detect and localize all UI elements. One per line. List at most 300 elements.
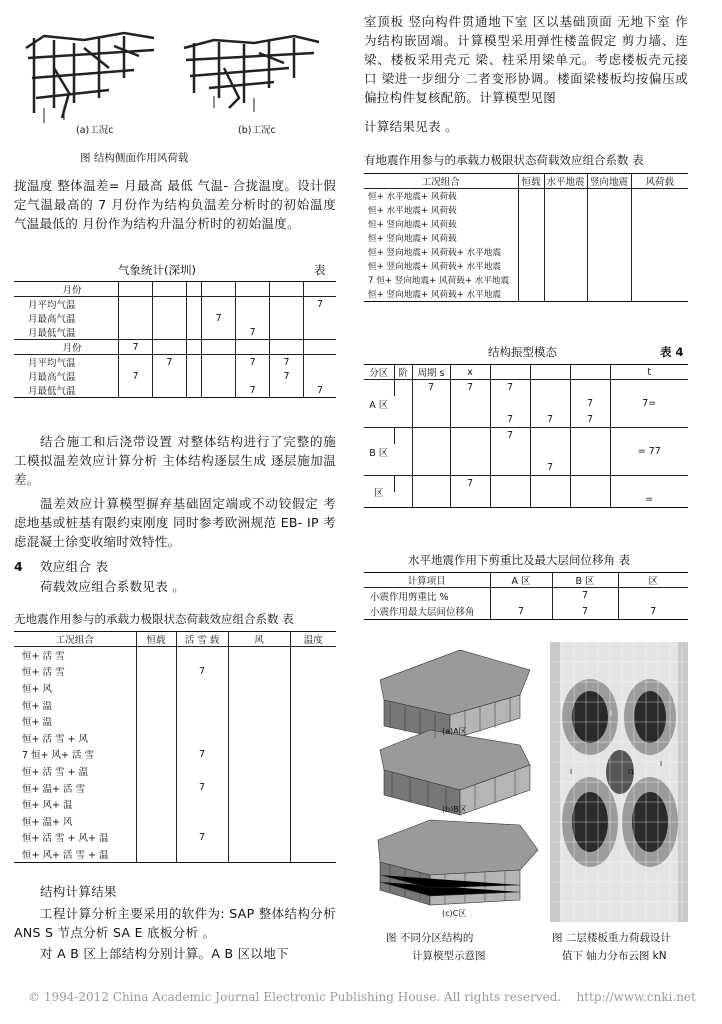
table-cell: 7 (236, 325, 270, 340)
table-cell (290, 779, 336, 796)
table-cell (412, 492, 450, 508)
column-header: 恒载 (136, 632, 176, 647)
row-label: 恒+ 活 雪 + 风+ 温 (22, 833, 109, 845)
row-label: 月最高气温 (28, 314, 76, 325)
table-cell (570, 492, 610, 508)
figure-label-a: (a)工况c (76, 125, 114, 136)
table-cell (236, 297, 270, 312)
table-cell: 7 (530, 412, 570, 428)
table-cell (270, 325, 304, 340)
table-cell (587, 231, 631, 245)
table-cell (394, 380, 412, 396)
table-cell: = 77 (610, 444, 688, 460)
table-cell (394, 396, 412, 412)
row-label: 月份 (62, 343, 82, 354)
wind-load-figure (14, 8, 334, 138)
table-cell (202, 282, 236, 297)
seismic-combo-row (364, 203, 688, 217)
table-cell (186, 369, 201, 383)
table-cell (290, 647, 336, 664)
table-cell (119, 383, 153, 398)
table-cell: 7= (610, 396, 688, 412)
row-label: 恒+ 竖向地震+ 风荷载 (368, 220, 457, 230)
table-cell: 7 (202, 311, 236, 325)
table-cell (136, 763, 176, 780)
table-cell (202, 383, 236, 398)
column-header: 周期 s (412, 365, 450, 380)
weather-row (14, 311, 336, 325)
row-label: 月最低气温 (28, 386, 76, 397)
section-5-title: 结构计算结果 (40, 884, 117, 899)
table-cell (228, 729, 290, 746)
mode-row (364, 380, 688, 396)
wind-load-drawing (14, 8, 334, 138)
table-cell (570, 444, 610, 460)
table-cell (304, 311, 336, 325)
modes-table-number: 表 4 (660, 345, 684, 359)
table-cell (176, 680, 228, 697)
table-cell (610, 460, 688, 476)
combo-row (14, 779, 336, 796)
row-label: 恒+ 风+ 活 雪 + 温 (22, 849, 109, 861)
table-cell (544, 203, 587, 217)
table-cell (412, 476, 450, 492)
weather-table-number: 表 (314, 263, 326, 277)
caption-zone-models-1: 图 不同分区结构的 (386, 932, 474, 944)
table-cell (412, 396, 450, 412)
column-header (570, 365, 610, 380)
row-label: 恒+ 温+ 风 (22, 816, 73, 828)
table-cell (290, 746, 336, 763)
table-cell (136, 779, 176, 796)
column-header: 阶 (394, 365, 412, 380)
table-cell (544, 273, 587, 287)
table-cell (136, 713, 176, 730)
table-cell: 7 (176, 746, 228, 763)
row-label: 月平均气温 (28, 300, 76, 311)
row-label: 恒+ 风 (22, 683, 52, 695)
table-cell (518, 203, 544, 217)
row-label: 恒+ 竖向地震+ 风荷载 (368, 234, 457, 244)
zone-models-figure (370, 640, 542, 922)
table-cell (228, 713, 290, 730)
table-cell (228, 829, 290, 846)
mode-row (364, 412, 688, 428)
table-cell (228, 746, 290, 763)
table-cell (186, 297, 201, 312)
seismic-combo-row (364, 189, 688, 204)
table-cell: 7 (490, 380, 530, 396)
table-cell (394, 412, 412, 428)
combo-row (14, 846, 336, 863)
table-cell (186, 340, 201, 355)
table-cell (490, 396, 530, 412)
table-cell (136, 746, 176, 763)
column-header (490, 365, 530, 380)
section-4-title: 效应组合 表 (40, 559, 109, 574)
column-header: t (610, 365, 688, 380)
table-cell (186, 355, 201, 370)
contour-label-2: I (660, 760, 663, 768)
table-cell (394, 492, 412, 508)
table-cell (518, 259, 544, 273)
table-cell (490, 492, 530, 508)
row-label: 恒+ 水平地震+ 风荷载 (368, 192, 457, 202)
table-cell (119, 355, 153, 370)
column-header: 水平地震 (544, 174, 587, 189)
mode-row (364, 428, 688, 444)
combo-row (14, 763, 336, 780)
table-cell (304, 355, 336, 370)
mode-row (364, 492, 688, 508)
column-header: A 区 (490, 573, 552, 588)
table-cell (119, 325, 153, 340)
figure-label-b: (b)工况c (238, 125, 276, 136)
mode-row (364, 476, 688, 492)
table-cell: = (610, 492, 688, 508)
table-cell (228, 796, 290, 813)
table-cell (176, 729, 228, 746)
copyright-footer: © 1994-2012 China Academic Journal Electronic Publishing House. All rights reserved. http://www.cnki.net (28, 990, 696, 1004)
table-cell (450, 428, 490, 444)
seismic-combo-row (364, 231, 688, 245)
column-header: x (450, 365, 490, 380)
table-cell: 7 (530, 460, 570, 476)
table-cell (119, 282, 153, 297)
row-label: 恒+ 竖向地震+ 风荷载+ 水平地震 (368, 248, 501, 258)
mode-row (364, 396, 688, 412)
table-cell (544, 231, 587, 245)
table-cell (304, 340, 336, 355)
table-cell (490, 476, 530, 492)
table-cell (450, 492, 490, 508)
table-cell (290, 729, 336, 746)
table-cell (136, 812, 176, 829)
zone-label-c: (c)C区 (442, 909, 467, 918)
caption-contour-1: 图 二层楼板重力荷载设计 (552, 932, 671, 944)
table-cell (530, 428, 570, 444)
table-cell: 7 (570, 412, 610, 428)
table-cell (136, 846, 176, 863)
table-cell (412, 428, 450, 444)
column-header (530, 365, 570, 380)
combo-row (14, 746, 336, 763)
table-cell (228, 763, 290, 780)
column-header: 风荷载 (631, 174, 688, 189)
table-cell (136, 829, 176, 846)
table-cell (631, 217, 688, 231)
section-4-body: 荷载效应组合系数见表 。 (40, 579, 186, 594)
table-cell (587, 217, 631, 231)
table-cell (631, 259, 688, 273)
seismic-combo-row (364, 259, 688, 273)
table-cell (587, 273, 631, 287)
table-cell (176, 696, 228, 713)
seismic-combo-row (364, 287, 688, 302)
table-cell (610, 476, 688, 492)
table-cell (228, 846, 290, 863)
table-cell (450, 412, 490, 428)
column-header: 风 (228, 632, 290, 647)
column-header: 竖向地震 (587, 174, 631, 189)
table-cell (544, 245, 587, 259)
table-cell (450, 460, 490, 476)
combo-row (14, 729, 336, 746)
table-cell (152, 311, 186, 325)
table-cell: 7 (450, 380, 490, 396)
row-label: 月平均气温 (28, 358, 76, 369)
table-cell (290, 829, 336, 846)
table-cell: 7 (570, 396, 610, 412)
table-cell: 7 (270, 355, 304, 370)
table-cell (236, 282, 270, 297)
seismic-combo-row (364, 217, 688, 231)
row-label: 7 恒+ 竖向地震+ 风荷载+ 水平地震 (368, 276, 510, 286)
combo-row (14, 696, 336, 713)
table-cell (228, 812, 290, 829)
combo-row (14, 796, 336, 813)
table-cell (518, 231, 544, 245)
weather-row (14, 282, 336, 297)
table-cell: 7 (304, 383, 336, 398)
table-cell (631, 203, 688, 217)
table-cell (119, 297, 153, 312)
weather-row (14, 355, 336, 370)
table-cell (270, 383, 304, 398)
table-cell (518, 273, 544, 287)
table-cell (587, 189, 631, 204)
table-cell (530, 380, 570, 396)
table-cell: 7 (270, 369, 304, 383)
table-cell (394, 428, 412, 444)
weather-table (14, 281, 336, 398)
table-cell (186, 311, 201, 325)
table-cell (136, 663, 176, 680)
row-label: 恒+ 水平地震+ 风荷载 (368, 206, 457, 216)
row-label: 月份 (62, 285, 82, 296)
column-header: 工况组合 (55, 635, 94, 646)
weather-table-title: 气象统计(深圳) (118, 263, 196, 277)
table-cell (228, 696, 290, 713)
table-cell: 7 (490, 412, 530, 428)
row-label: 恒+ 活 雪 + 温 (22, 766, 88, 778)
axial-force-contour-figure (550, 642, 688, 922)
table-cell (518, 189, 544, 204)
table-cell (587, 259, 631, 273)
table-cell (490, 444, 530, 460)
table-cell (530, 476, 570, 492)
table-cell (228, 663, 290, 680)
combo-row (14, 812, 336, 829)
nonseismic-table (14, 631, 336, 863)
table-cell (290, 713, 336, 730)
table-cell (176, 796, 228, 813)
row-label: 月最高气温 (28, 372, 76, 383)
paragraph-construction: 结合施工和后浇带设置 对整体结构进行了完整的施工模拟温差效应计算分析 主体结构逐层生成 逐层施加温差。 (14, 434, 336, 487)
table-cell (136, 680, 176, 697)
table-cell (290, 796, 336, 813)
table-cell (152, 325, 186, 340)
table-cell (631, 273, 688, 287)
table-cell (228, 647, 290, 664)
table-cell (119, 311, 153, 325)
table-cell (530, 396, 570, 412)
table-cell (518, 217, 544, 231)
zone-models-drawing (370, 640, 542, 922)
zone-label: B 区 (369, 447, 389, 459)
mode-row (364, 444, 688, 460)
table-cell (570, 428, 610, 444)
row-label: 恒+ 竖向地震+ 风荷载+ 水平地震 (368, 262, 501, 272)
table-cell (631, 287, 688, 302)
table-cell (631, 245, 688, 259)
table-cell (202, 369, 236, 383)
row-label: 恒+ 活 雪 (22, 667, 65, 679)
table-cell: 7 (450, 476, 490, 492)
table-cell (202, 325, 236, 340)
table-cell: 7 (552, 588, 618, 604)
seismic-combo-row (364, 273, 688, 287)
row-label: 恒+ 风+ 温 (22, 800, 73, 812)
table-cell: 7 (618, 604, 688, 620)
caption-contour-2: 值下 轴力分布云图 kN (562, 950, 667, 962)
table-cell (304, 325, 336, 340)
table-cell (152, 340, 186, 355)
table-cell (176, 763, 228, 780)
table-cell (290, 763, 336, 780)
table-cell (270, 340, 304, 355)
table-cell (570, 476, 610, 492)
table-cell (270, 311, 304, 325)
table-cell (631, 231, 688, 245)
table-cell (136, 729, 176, 746)
seismic-table (364, 173, 688, 302)
combo-row (14, 647, 336, 664)
weather-row (14, 340, 336, 355)
table-cell (186, 325, 201, 340)
figure-caption-wind: 图 结构侧面作用风荷载 (80, 152, 189, 164)
table-cell: 7 (304, 297, 336, 312)
row-label: 7 恒+ 风+ 活 雪 (22, 750, 95, 762)
nonseismic-table-title: 无地震作用参与的承载力极限状态荷载效应组合系数 表 (14, 612, 294, 626)
table-cell (530, 444, 570, 460)
table-cell (202, 355, 236, 370)
table-cell (587, 287, 631, 302)
zone-label-a: (a)A区 (442, 727, 467, 736)
table-cell (290, 680, 336, 697)
table-cell (610, 412, 688, 428)
table-cell (228, 680, 290, 697)
table-cell: 7 (176, 829, 228, 846)
table-cell (176, 812, 228, 829)
table-cell (290, 846, 336, 863)
table-cell (152, 383, 186, 398)
table-cell (570, 380, 610, 396)
table-cell (544, 259, 587, 273)
combo-row (14, 829, 336, 846)
paragraph-temperature: 拢温度 整体温差= 月最高 最低 气温- 合拢温度。设计假定气温最高的 7 月份作为结构负温差分析时的初始温度 气温最低的 月份作为结构升温分析时的初始温度。 (14, 178, 336, 231)
table-cell (236, 311, 270, 325)
shear-table (364, 572, 688, 620)
table-cell (186, 282, 201, 297)
table-cell (544, 189, 587, 204)
table-cell (412, 444, 450, 460)
table-cell: 7 (412, 380, 450, 396)
row-label: 小震作用剪重比 % (370, 591, 449, 603)
table-cell (270, 282, 304, 297)
table-cell (587, 203, 631, 217)
table-cell (290, 812, 336, 829)
table-cell (136, 647, 176, 664)
shear-row (364, 588, 688, 604)
table-cell (290, 696, 336, 713)
paragraph-model: 温差效应计算模型摒弃基础固定端或不动铰假定 考虑地基或桩基有限约束刚度 同时参考欧洲规范 EB- IP 考虑混凝土徐变收缩时效特性。 (14, 496, 336, 549)
table-cell (176, 846, 228, 863)
table-cell: 7 (490, 604, 552, 620)
table-cell (228, 779, 290, 796)
table-cell (176, 713, 228, 730)
row-label: 恒+ 温 (22, 700, 52, 712)
table-cell (544, 287, 587, 302)
seismic-combo-row (364, 245, 688, 259)
table-cell (152, 282, 186, 297)
seismic-table-title: 有地震作用参与的承载力极限状态荷载效应组合系数 表 (364, 153, 644, 167)
section-4-number: 4 (14, 559, 23, 574)
table-cell (490, 588, 552, 604)
modes-table (364, 364, 688, 508)
row-label: 小震作用最大层间位移角 (370, 607, 475, 619)
paragraph-software: 工程计算分析主要采用的软件为: SAP 整体结构分析 ANS S 节点分析 SA E 底板分析 。 (14, 906, 336, 940)
table-cell (186, 383, 201, 398)
table-cell (570, 460, 610, 476)
shear-row (364, 604, 688, 620)
paragraph-embedding: 室顶板 竖向构件贯通地下室 区以基础顶面 无地下室 作为结构嵌固端。计算模型采用弹性楼盖假定 剪力墙、连梁、楼板采用壳元 梁、柱采用梁单元。考虑楼板壳元接口 梁进一步细分 二者变形协调。楼面梁楼板均按偏压或偏拉构件复核配筋。计算模型见图 (364, 14, 688, 105)
weather-row (14, 297, 336, 312)
shear-table-title: 水平地震作用下剪重比及最大层间位移角 表 (408, 553, 631, 567)
table-cell (530, 492, 570, 508)
contour-label-4: I (570, 768, 573, 776)
table-cell: 7 (176, 779, 228, 796)
table-cell (587, 245, 631, 259)
table-cell (610, 380, 688, 396)
contour-drawing (550, 642, 688, 922)
table-cell (450, 444, 490, 460)
combo-row (14, 663, 336, 680)
table-cell (490, 460, 530, 476)
contour-label-3: I1 (628, 768, 635, 776)
table-cell (236, 340, 270, 355)
table-cell (304, 369, 336, 383)
contour-label-1: I (610, 710, 613, 718)
column-header: 工况组合 (421, 177, 460, 188)
column-header: 分区 (369, 368, 389, 379)
table-cell: 7 (119, 340, 153, 355)
weather-row (14, 369, 336, 383)
table-cell (450, 396, 490, 412)
modes-table-title: 结构振型模态 (488, 345, 557, 359)
paragraph-zones: 对 A B 区上部结构分别计算。A B 区以地下 (40, 946, 289, 961)
column-header: 活 雪 载 (176, 632, 228, 647)
table-cell (544, 217, 587, 231)
table-cell (236, 369, 270, 383)
table-cell (412, 412, 450, 428)
zone-label: A 区 (369, 399, 389, 411)
table-cell (136, 696, 176, 713)
column-header: 恒载 (518, 174, 544, 189)
table-cell (412, 460, 450, 476)
column-header: B 区 (552, 573, 618, 588)
table-cell: 7 (236, 383, 270, 398)
